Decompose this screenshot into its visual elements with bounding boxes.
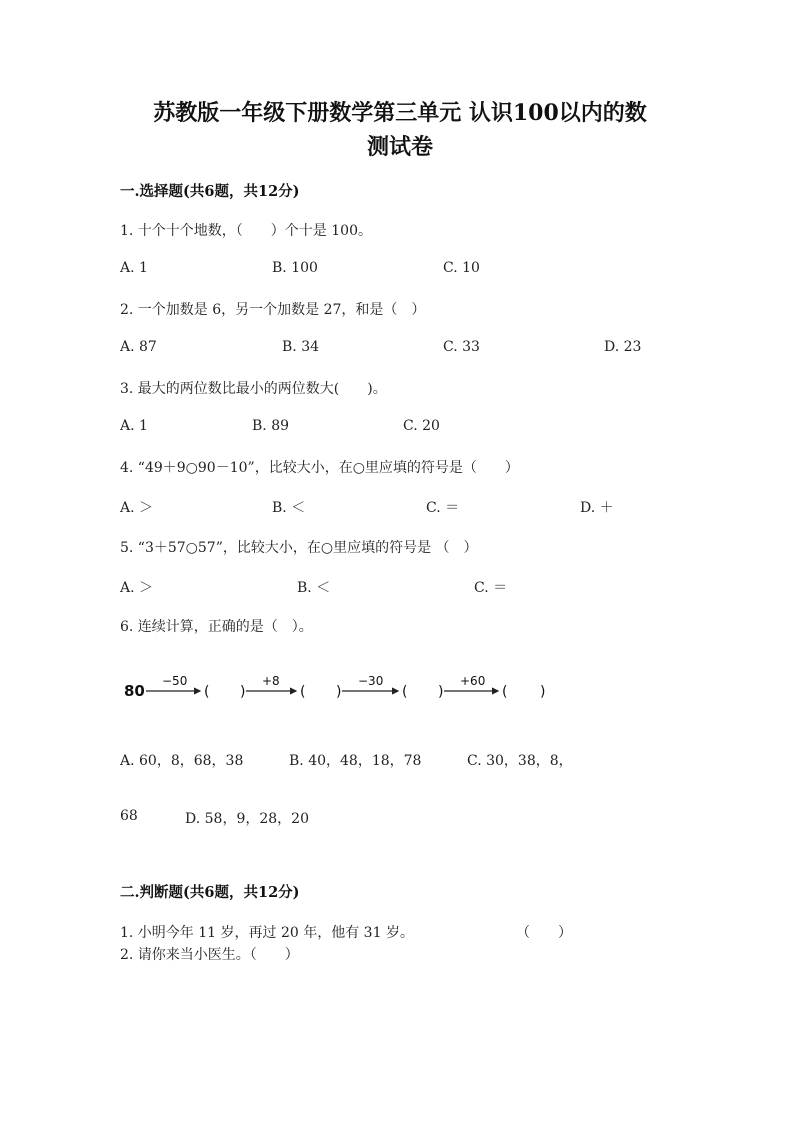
judgement-question-2: 2. 请你来当小医生。（ ） — [120, 947, 299, 963]
option-2d: D. 23 — [604, 339, 642, 355]
chain-blank-2-open: ( — [300, 684, 306, 700]
chain-blank-2-close: ) — [336, 684, 342, 700]
question-4: 4. “49＋9○90－10”，比较大小，在○里应填的符号是（ ） — [120, 460, 519, 476]
option-6a: A. 60，8，68，38 — [120, 753, 244, 769]
option-6c-continued: 68 — [120, 808, 138, 824]
option-1a: A. 1 — [120, 260, 148, 276]
chain-blank-1-open: ( — [204, 684, 210, 700]
chain-blank-1-close: ) — [240, 684, 246, 700]
judgement-question-1: 1. 小明今年 11 岁，再过 20 年，他有 31 岁。 — [120, 925, 414, 941]
page-title-line2: 测试卷 — [366, 134, 433, 160]
chain-op-3: −30 — [358, 674, 384, 688]
chain-blank-3-open: ( — [402, 684, 408, 700]
chain-op-4: +60 — [460, 674, 486, 688]
option-4d: D. ＋ — [580, 500, 614, 516]
chain-blank-4-open: ( — [502, 684, 508, 700]
chain-start-number: 80 — [124, 682, 145, 700]
option-3c: C. 20 — [403, 418, 440, 434]
section-heading-choice: 一.选择题(共6题，共12分) — [120, 183, 300, 200]
option-2a: A. 87 — [120, 339, 157, 355]
question-5: 5. “3＋57○57”，比较大小，在○里应填的符号是 （ ） — [120, 540, 478, 556]
option-6c: C. 30，38，8， — [467, 753, 573, 769]
page-title-line1: 苏教版一年级下册数学第三单元 认识100以内的数 — [153, 100, 647, 126]
option-2b: B. 34 — [282, 339, 320, 355]
option-4a: A. ＞ — [120, 500, 154, 516]
judgement-answer-bracket-1: （ ） — [516, 925, 572, 941]
chain-blank-3-close: ) — [438, 684, 444, 700]
chain-op-2: +8 — [262, 674, 280, 688]
option-1b: B. 100 — [272, 260, 318, 276]
option-1c: C. 10 — [443, 260, 480, 276]
question-6: 6. 连续计算，正确的是（ ）。 — [120, 619, 313, 635]
option-4b: B. ＜ — [272, 500, 306, 516]
option-2c: C. 33 — [443, 339, 480, 355]
option-3a: A. 1 — [120, 418, 148, 434]
chain-op-1: −50 — [162, 674, 188, 688]
question-2: 2. 一个加数是 6，另一个加数是 27，和是（ ） — [120, 302, 426, 318]
option-5a: A. ＞ — [120, 580, 154, 596]
option-4c: C. ＝ — [426, 500, 460, 516]
option-5c: C. ＝ — [474, 580, 508, 596]
option-6d: D. 58，9，28，20 — [185, 811, 309, 827]
option-3b: B. 89 — [252, 418, 290, 434]
calculation-chain-figure — [120, 672, 560, 708]
option-6b: B. 40，48，18，78 — [289, 753, 422, 769]
option-5b: B. ＜ — [297, 580, 331, 596]
question-1: 1. 十个十个地数，（ ）个十是 100。 — [120, 223, 372, 239]
section-heading-judgement: 二.判断题(共6题，共12分) — [120, 884, 300, 901]
chain-blank-4-close: ) — [540, 684, 546, 700]
question-3: 3. 最大的两位数比最小的两位数大( )。 — [120, 381, 387, 397]
